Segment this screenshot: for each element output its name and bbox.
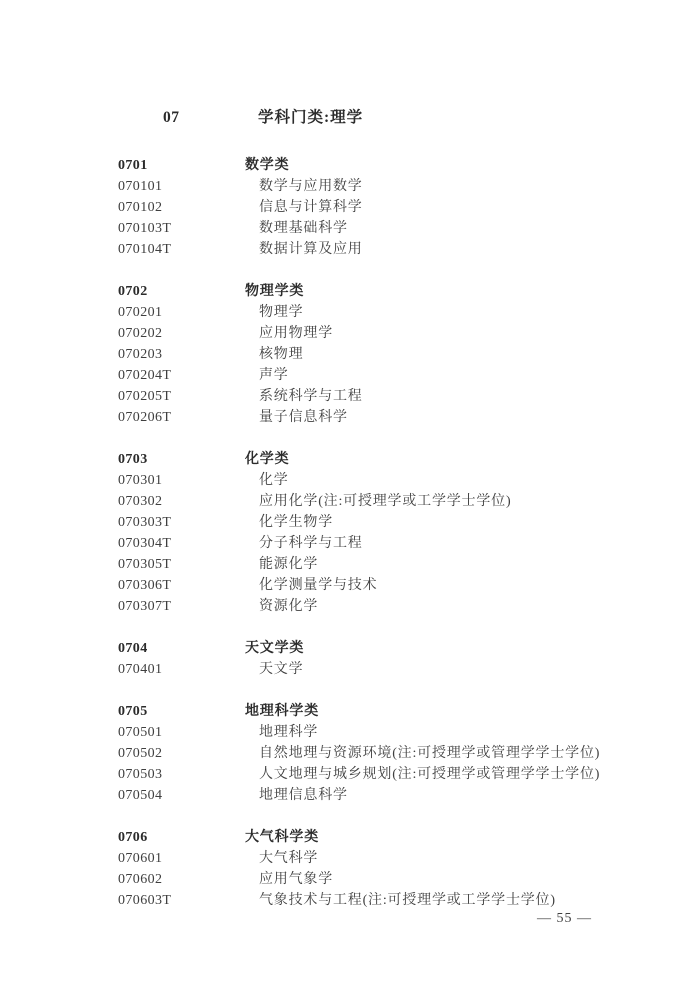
item-name: 数理基础科学 xyxy=(259,221,348,236)
item-code: 070401 xyxy=(118,662,163,677)
section-code: 0704 xyxy=(118,641,148,656)
item-name: 分子科学与工程 xyxy=(259,536,363,551)
item-name: 自然地理与资源环境(注:可授理学或管理学学士学位) xyxy=(259,746,601,761)
item-row xyxy=(0,848,700,869)
page-title: 学科门类:理学 xyxy=(258,109,364,126)
item-row xyxy=(0,323,700,344)
item-name: 人文地理与城乡规划(注:可授理学或管理学学士学位) xyxy=(259,767,601,782)
item-code: 070101 xyxy=(118,179,163,194)
section-title: 地理科学类 xyxy=(245,704,319,719)
item-name: 地理信息科学 xyxy=(259,788,348,803)
item-code: 070302 xyxy=(118,494,163,509)
item-code: 070501 xyxy=(118,725,163,740)
item-name: 化学生物学 xyxy=(259,515,333,530)
section-code: 0705 xyxy=(118,704,148,719)
item-name: 物理学 xyxy=(259,305,304,320)
item-row xyxy=(0,470,700,491)
section-title: 数学类 xyxy=(245,158,290,173)
item-code: 070203 xyxy=(118,347,163,362)
item-name: 气象技术与工程(注:可授理学或工学学士学位) xyxy=(259,893,556,908)
item-row xyxy=(0,197,700,218)
discipline-section xyxy=(0,638,700,680)
section-code: 0701 xyxy=(118,158,148,173)
item-name: 数据计算及应用 xyxy=(259,242,363,257)
item-name: 天文学 xyxy=(259,662,304,677)
item-row xyxy=(0,365,700,386)
item-name: 应用气象学 xyxy=(259,872,333,887)
item-row xyxy=(0,890,700,911)
item-code: 070602 xyxy=(118,872,163,887)
discipline-section xyxy=(0,449,700,617)
section-title: 化学类 xyxy=(245,452,290,467)
item-code: 070204T xyxy=(118,368,172,383)
item-code: 070503 xyxy=(118,767,163,782)
section-row xyxy=(0,638,700,659)
section-row xyxy=(0,449,700,470)
item-name: 化学 xyxy=(259,473,289,488)
item-code: 070301 xyxy=(118,473,163,488)
item-name: 大气科学 xyxy=(259,851,319,866)
item-row xyxy=(0,722,700,743)
item-row xyxy=(0,344,700,365)
item-code: 070303T xyxy=(118,515,172,530)
item-code: 070502 xyxy=(118,746,163,761)
page-number: — 55 — xyxy=(537,911,592,926)
item-row xyxy=(0,596,700,617)
item-code: 070201 xyxy=(118,305,163,320)
item-row xyxy=(0,491,700,512)
discipline-section xyxy=(0,281,700,428)
item-code: 070603T xyxy=(118,893,172,908)
item-name: 化学测量学与技术 xyxy=(259,578,378,593)
section-row xyxy=(0,827,700,848)
item-row xyxy=(0,386,700,407)
item-row xyxy=(0,575,700,596)
item-code: 070102 xyxy=(118,200,163,215)
item-name: 能源化学 xyxy=(259,557,319,572)
item-name: 资源化学 xyxy=(259,599,319,614)
item-code: 070304T xyxy=(118,536,172,551)
item-name: 地理科学 xyxy=(259,725,319,740)
discipline-section xyxy=(0,155,700,260)
item-name: 应用化学(注:可授理学或工学学士学位) xyxy=(259,494,512,509)
discipline-section xyxy=(0,827,700,911)
item-name: 核物理 xyxy=(259,347,304,362)
item-row xyxy=(0,533,700,554)
section-code: 0703 xyxy=(118,452,148,467)
item-code: 070104T xyxy=(118,242,172,257)
item-name: 声学 xyxy=(259,368,289,383)
item-code: 070205T xyxy=(118,389,172,404)
item-row xyxy=(0,239,700,260)
item-row xyxy=(0,764,700,785)
item-code: 070306T xyxy=(118,578,172,593)
item-row xyxy=(0,785,700,806)
section-code: 0706 xyxy=(118,830,148,845)
section-title: 物理学类 xyxy=(245,284,305,299)
section-title: 大气科学类 xyxy=(245,830,319,845)
section-code: 0702 xyxy=(118,284,148,299)
item-code: 070307T xyxy=(118,599,172,614)
item-row xyxy=(0,512,700,533)
item-code: 070202 xyxy=(118,326,163,341)
item-row xyxy=(0,302,700,323)
section-title: 天文学类 xyxy=(245,641,305,656)
item-name: 系统科学与工程 xyxy=(259,389,363,404)
category-code: 07 xyxy=(163,109,180,126)
section-row xyxy=(0,701,700,722)
item-code: 070504 xyxy=(118,788,163,803)
item-code: 070305T xyxy=(118,557,172,572)
item-row xyxy=(0,407,700,428)
item-row xyxy=(0,218,700,239)
item-row xyxy=(0,659,700,680)
discipline-sections xyxy=(0,155,700,911)
item-row xyxy=(0,554,700,575)
item-name: 数学与应用数学 xyxy=(259,179,363,194)
item-code: 070103T xyxy=(118,221,172,236)
section-row xyxy=(0,155,700,176)
discipline-section xyxy=(0,701,700,806)
item-code: 070601 xyxy=(118,851,163,866)
item-name: 应用物理学 xyxy=(259,326,333,341)
item-row xyxy=(0,743,700,764)
item-code: 070206T xyxy=(118,410,172,425)
item-row xyxy=(0,869,700,890)
item-name: 信息与计算科学 xyxy=(259,200,363,215)
item-name: 量子信息科学 xyxy=(259,410,348,425)
category-header xyxy=(0,107,700,129)
section-row xyxy=(0,281,700,302)
item-row xyxy=(0,176,700,197)
